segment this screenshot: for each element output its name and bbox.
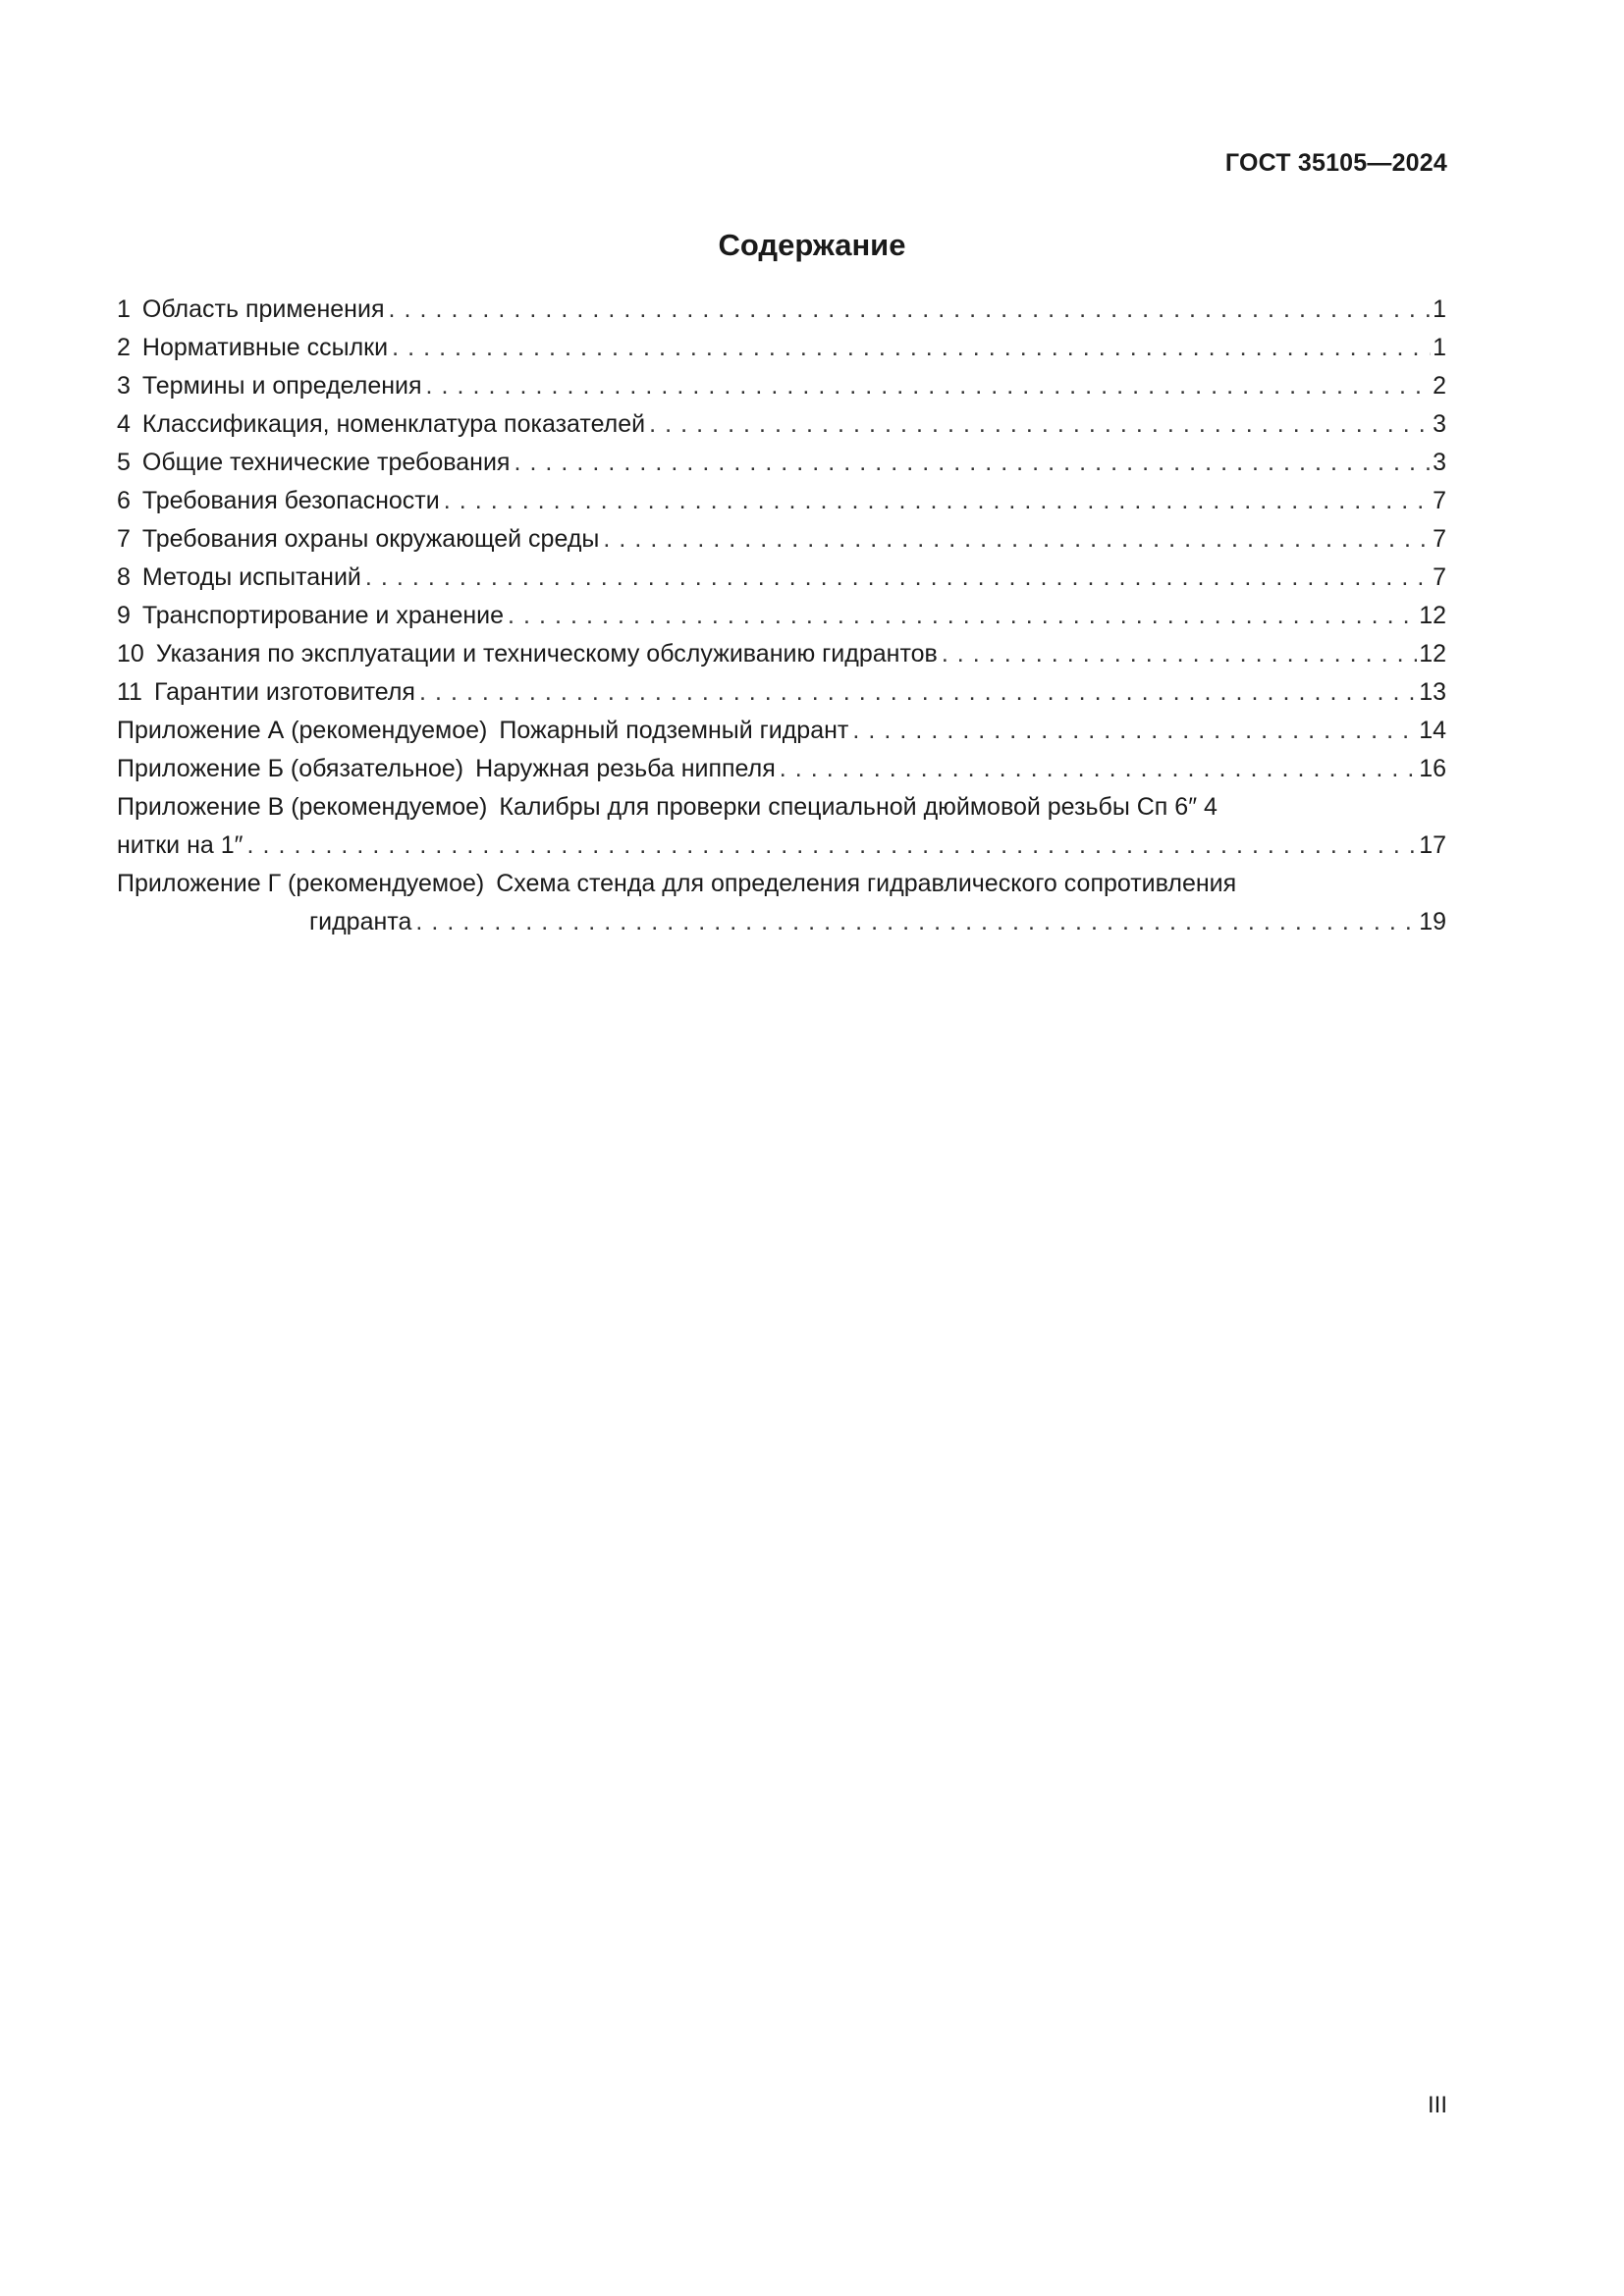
toc-entry-title: Термины и определения xyxy=(141,372,422,400)
toc-entry-number: 8 xyxy=(117,563,131,591)
toc-entry-page: 16 xyxy=(1419,755,1446,782)
toc-entry-number: 3 xyxy=(117,372,131,400)
appendix-prefix: Приложение Б (обязательное) xyxy=(117,755,464,782)
document-code: ГОСТ 35105—2024 xyxy=(1224,149,1447,177)
appendix-title: Наружная резьба ниппеля xyxy=(475,755,776,782)
toc-entry[interactable] xyxy=(117,559,1446,597)
toc-entry-number: 4 xyxy=(117,410,131,438)
toc-entry-number: 1 xyxy=(117,295,131,323)
dot-leader xyxy=(514,444,1431,482)
toc-entry[interactable] xyxy=(117,673,1446,712)
toc-entry-number: 2 xyxy=(117,334,131,361)
toc-entry-page: 3 xyxy=(1433,410,1446,438)
dot-leader xyxy=(852,712,1417,750)
toc-entry-page: 7 xyxy=(1433,487,1446,514)
toc-entry-title: Методы испытаний xyxy=(141,563,361,591)
toc-entry-title: Транспортирование и хранение xyxy=(141,602,505,629)
toc-appendix-entry-continuation[interactable] xyxy=(117,827,1446,865)
dot-leader xyxy=(649,405,1431,444)
toc-entry-number: 6 xyxy=(117,487,131,514)
dot-leader xyxy=(508,597,1417,635)
toc-entry[interactable] xyxy=(117,405,1446,444)
appendix-title: Пожарный подземный гидрант xyxy=(499,717,849,744)
toc-entry-page: 19 xyxy=(1419,908,1446,935)
toc-entry-page: 7 xyxy=(1433,525,1446,553)
toc-entry-number: 5 xyxy=(117,449,131,476)
toc-entry-page: 7 xyxy=(1433,563,1446,591)
toc-entry-page: 3 xyxy=(1433,449,1446,476)
toc-entry-title: Требования охраны окружающей среды xyxy=(141,525,600,553)
toc-entry-number: 9 xyxy=(117,602,131,629)
dot-leader xyxy=(246,827,1417,865)
toc-appendix-entry-continuation[interactable] xyxy=(117,903,1446,941)
toc-entry-title: Нормативные ссылки xyxy=(141,334,389,361)
toc-entry-page: 12 xyxy=(1419,602,1446,629)
toc-entry-title: Классификация, номенклатура показателей xyxy=(141,410,646,438)
dot-leader xyxy=(365,559,1431,597)
toc-appendix-entry[interactable] xyxy=(117,750,1446,788)
toc-entry[interactable] xyxy=(117,482,1446,520)
appendix-prefix: Приложение В (рекомендуемое) xyxy=(117,793,488,821)
toc-entry-page: 13 xyxy=(1419,678,1446,706)
dot-leader xyxy=(388,291,1431,329)
dot-leader xyxy=(780,750,1417,788)
appendix-title-line2: нитки на 1″ xyxy=(117,831,244,859)
toc-entry-title: Общие технические требования xyxy=(141,449,511,476)
dot-leader xyxy=(392,329,1431,367)
toc-entry-page: 17 xyxy=(1419,831,1446,859)
dot-leader xyxy=(419,673,1417,712)
toc-entry-number: 11 xyxy=(117,678,142,706)
toc-title: Содержание xyxy=(718,228,906,262)
dot-leader xyxy=(444,482,1431,520)
toc-entry-page: 1 xyxy=(1433,295,1446,323)
toc-entry[interactable] xyxy=(117,520,1446,559)
toc-entry[interactable] xyxy=(117,635,1446,673)
dot-leader xyxy=(426,367,1432,405)
toc-entry-page: 12 xyxy=(1419,640,1446,667)
dot-leader xyxy=(415,903,1417,941)
toc-entry-page: 2 xyxy=(1433,372,1446,400)
table-of-contents xyxy=(117,291,1446,941)
toc-entry-page: 1 xyxy=(1433,334,1446,361)
toc-entry[interactable] xyxy=(117,329,1446,367)
dot-leader xyxy=(603,520,1431,559)
toc-entry-title: Гарантии изготовителя xyxy=(153,678,415,706)
toc-entry-page: 14 xyxy=(1419,717,1446,744)
toc-entry[interactable] xyxy=(117,444,1446,482)
appendix-title-line2: гидранта xyxy=(309,908,412,935)
toc-appendix-entry[interactable] xyxy=(117,712,1446,750)
toc-entry-title: Указания по эксплуатации и техническому обслуживанию гидрантов xyxy=(155,640,938,667)
toc-entry-title: Область применения xyxy=(141,295,385,323)
toc-entry-title: Требования безопасности xyxy=(141,487,440,514)
appendix-prefix: Приложение А (рекомендуемое) xyxy=(117,717,488,744)
toc-entry-number: 10 xyxy=(117,640,144,667)
appendix-title-line1: Схема стенда для определения гидравлического сопротивления xyxy=(496,870,1237,897)
toc-appendix-entry[interactable] xyxy=(117,788,1446,827)
appendix-prefix: Приложение Г (рекомендуемое) xyxy=(117,870,485,897)
toc-appendix-entry[interactable] xyxy=(117,865,1446,903)
toc-entry-number: 7 xyxy=(117,525,131,553)
appendix-title-line1: Калибры для проверки специальной дюймовой резьбы Сп 6″ 4 xyxy=(499,793,1218,821)
dot-leader xyxy=(942,635,1417,673)
toc-entry[interactable] xyxy=(117,291,1446,329)
toc-entry[interactable] xyxy=(117,597,1446,635)
toc-entry[interactable] xyxy=(117,367,1446,405)
page-number: III xyxy=(1427,2092,1447,2118)
